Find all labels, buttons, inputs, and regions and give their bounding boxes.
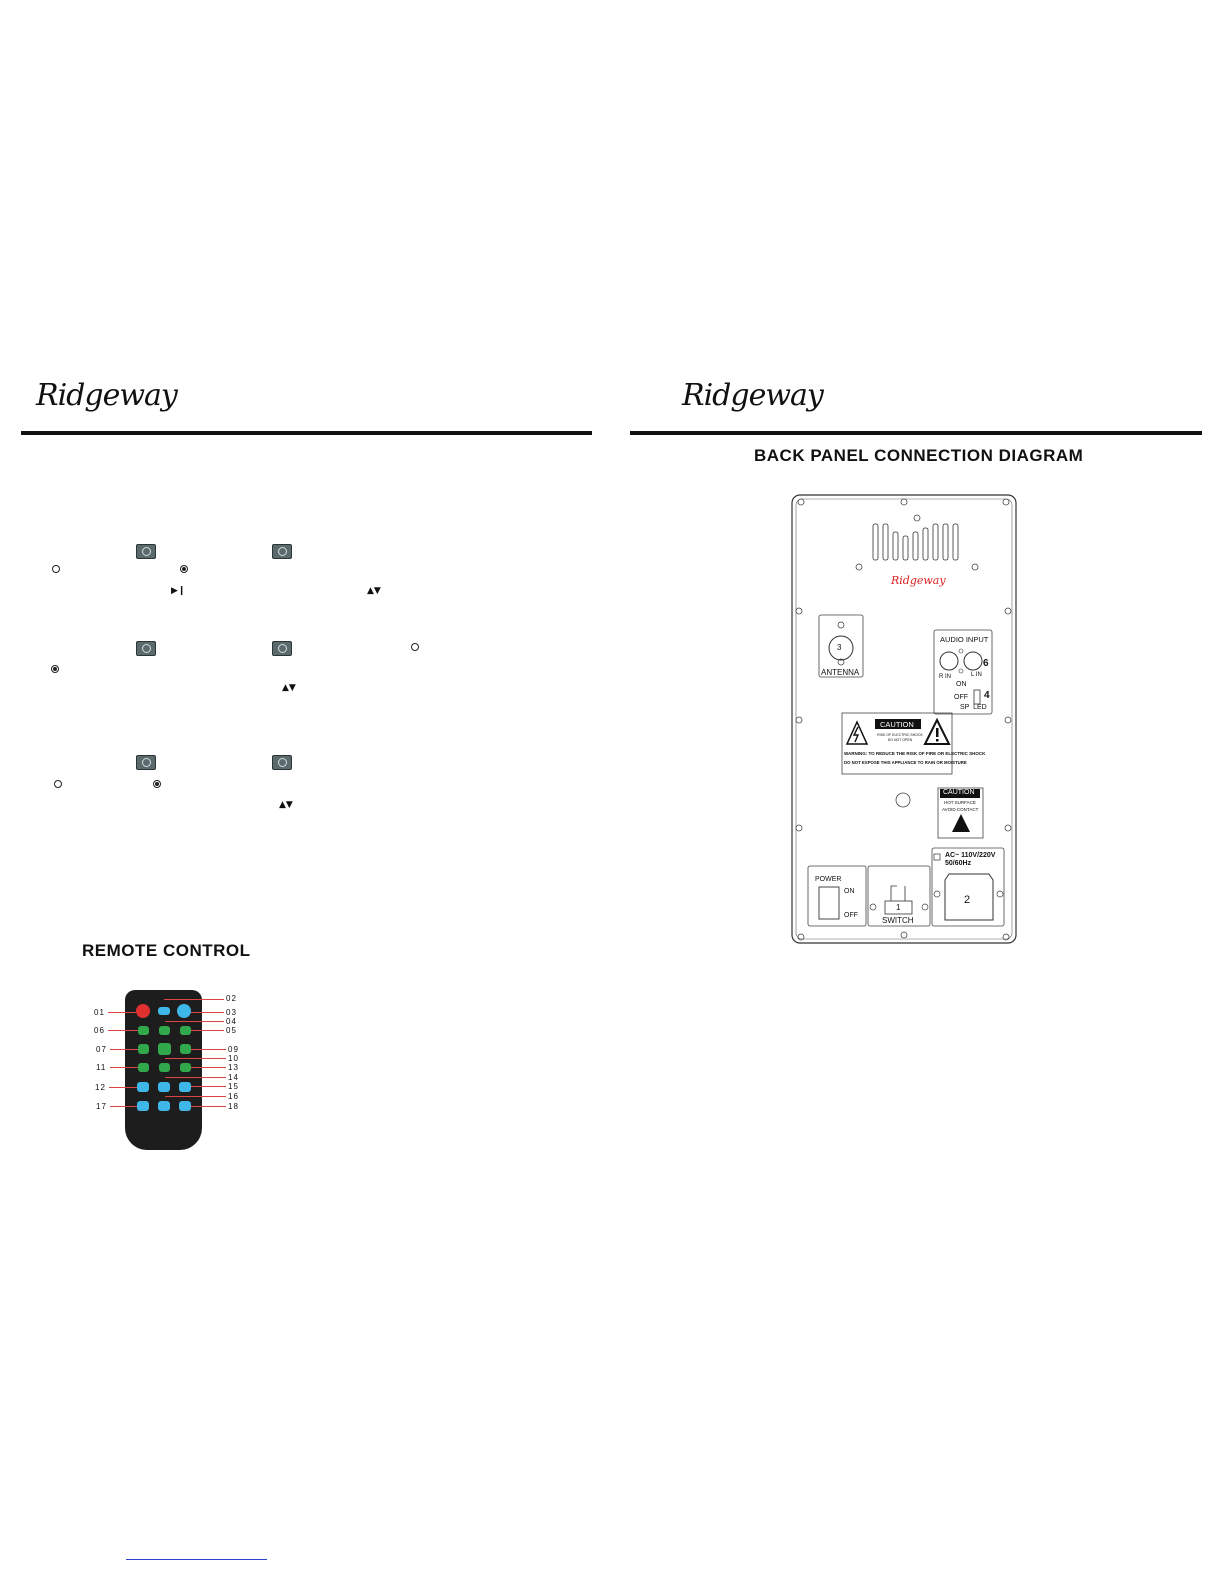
remote-control-title: REMOTE CONTROL	[82, 941, 251, 960]
menu-button-icon	[272, 641, 292, 656]
leader-line	[191, 1012, 224, 1013]
remote-label: 02	[226, 994, 237, 1003]
minus-knob-icon	[54, 780, 62, 788]
remote-button[interactable]	[137, 1082, 149, 1092]
minus-knob-icon	[52, 565, 60, 573]
back-panel-title: BACK PANEL CONNECTION DIAGRAM	[754, 446, 1084, 465]
remote-button[interactable]	[138, 1044, 149, 1054]
left-logo: Ridgeway	[36, 378, 177, 413]
audio-off-label: OFF	[954, 694, 968, 701]
mode-button-icon	[136, 641, 156, 656]
rin-label: R IN	[939, 674, 951, 680]
up-down-arrows-icon: ▲▼	[367, 586, 381, 596]
sp-led-label: SP LED	[960, 704, 987, 711]
warning-line-2: DO NOT EXPOSE THIS APPLIANCE TO RAIN OR MOISTURE	[844, 760, 967, 765]
menu-button-icon	[272, 544, 292, 559]
leader-line	[191, 1049, 226, 1050]
leader-line	[110, 1106, 137, 1107]
leader-line	[165, 1021, 224, 1022]
leader-line	[110, 1067, 138, 1068]
remote-label: 03	[226, 1008, 237, 1017]
remote-label: 16	[228, 1092, 239, 1101]
leader-line	[191, 1030, 224, 1031]
remote-button[interactable]	[158, 1007, 170, 1015]
caution2-title: CAUTION	[943, 789, 975, 796]
leader-line	[108, 1030, 138, 1031]
remote-button[interactable]	[138, 1063, 149, 1072]
remote-button[interactable]	[159, 1063, 170, 1072]
up-down-arrows-icon: ▲▼	[282, 683, 296, 693]
remote-button[interactable]	[177, 1004, 191, 1018]
remote-button[interactable]	[179, 1101, 191, 1111]
led-number: 4	[984, 690, 990, 701]
leader-line	[165, 1096, 226, 1097]
remote-power-button[interactable]	[136, 1004, 150, 1018]
left-header-rule	[21, 431, 592, 435]
ac-line-1: AC~ 110V/220V	[945, 852, 996, 859]
caution-small-2: DO NOT OPEN	[887, 738, 913, 742]
leader-line	[165, 1058, 226, 1059]
remote-label: 11	[96, 1063, 107, 1072]
remote-button[interactable]	[137, 1101, 149, 1111]
remote-button[interactable]	[158, 1082, 170, 1092]
remote-button[interactable]	[180, 1026, 191, 1035]
power-off-label: OFF	[844, 912, 858, 919]
remote-label: 09	[228, 1045, 239, 1054]
footer-link-underline	[126, 1559, 267, 1560]
leader-line	[110, 1049, 138, 1050]
audio-input-label: AUDIO INPUT	[940, 635, 989, 644]
antenna-number: 3	[837, 643, 842, 652]
remote-label: 12	[95, 1083, 106, 1092]
switch-label: SWITCH	[882, 916, 914, 925]
caution2-line2: AVOID CONTACT	[942, 807, 979, 812]
remote-button[interactable]	[158, 1043, 171, 1055]
remote-label: 13	[228, 1063, 239, 1072]
mode-button-icon	[136, 544, 156, 559]
antenna-label: ANTENNA	[821, 668, 860, 677]
switch-number: 1	[896, 903, 901, 912]
remote-label: 05	[226, 1026, 237, 1035]
remote-button[interactable]	[180, 1044, 191, 1054]
plus-knob-icon	[51, 665, 59, 673]
caution-small-1: RISK OF ELECTRIC SHOCK	[877, 733, 923, 737]
remote-label: 07	[96, 1045, 107, 1054]
remote-label: 17	[96, 1102, 107, 1111]
audio-number: 6	[983, 658, 989, 669]
ac-line-2: 50/60Hz	[945, 860, 972, 867]
power-label: POWER	[815, 876, 842, 883]
caution2-line1: HOT SURFACE	[944, 800, 976, 805]
power-on-label: ON	[844, 888, 855, 895]
warning-line-1: WARNING: TO REDUCE THE RISK OF FIRE OR ELECTRIC SHOCK	[844, 751, 986, 756]
plus-knob-icon	[180, 565, 188, 573]
right-header-rule	[630, 431, 1202, 435]
menu-button-icon	[272, 755, 292, 770]
caution-title: CAUTION	[880, 720, 914, 729]
right-logo: Ridgeway	[682, 378, 823, 413]
remote-label: 14	[228, 1073, 239, 1082]
up-down-arrows-icon: ▲▼	[279, 800, 293, 810]
lin-label: L IN	[971, 672, 982, 678]
remote-button[interactable]	[179, 1082, 191, 1092]
leader-line	[165, 1077, 226, 1078]
remote-button[interactable]	[159, 1026, 170, 1035]
leader-line	[164, 999, 224, 1000]
remote-label: 01	[94, 1008, 105, 1017]
remote-label: 04	[226, 1017, 237, 1026]
remote-label: 10	[228, 1054, 239, 1063]
plus-knob-icon	[153, 780, 161, 788]
leader-line	[108, 1012, 136, 1013]
remote-label: 18	[228, 1102, 239, 1111]
minus-knob-icon	[411, 643, 419, 651]
remote-button[interactable]	[180, 1063, 191, 1072]
remote-label: 15	[228, 1082, 239, 1091]
mode-button-icon	[136, 755, 156, 770]
leader-line	[191, 1086, 226, 1087]
leader-line	[191, 1106, 226, 1107]
remote-button[interactable]	[158, 1101, 170, 1111]
ac-number: 2	[964, 894, 971, 906]
panel-brand: Ridgeway	[891, 574, 946, 587]
play-pause-icon: ▶❙	[171, 586, 186, 596]
audio-on-label: ON	[956, 681, 967, 688]
leader-line	[191, 1067, 226, 1068]
back-panel-diagram	[791, 494, 1017, 944]
leader-line	[109, 1087, 137, 1088]
remote-button[interactable]	[138, 1026, 149, 1035]
remote-label: 06	[94, 1026, 105, 1035]
